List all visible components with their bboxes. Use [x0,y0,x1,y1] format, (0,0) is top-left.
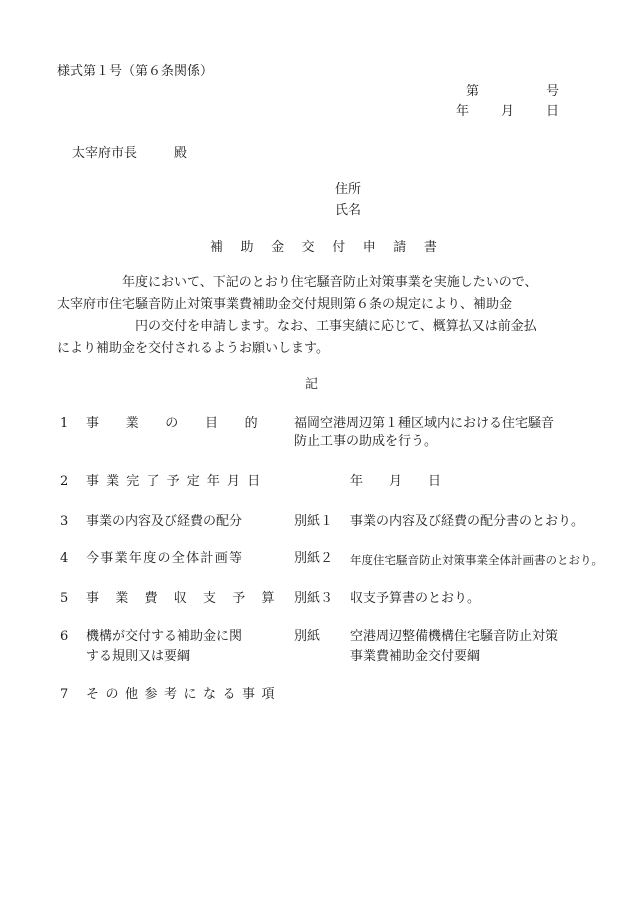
item-label: 今事業年度の全体計画等 [86,551,244,566]
body-line: 円の交付を申請します。なお、工事実績に応じて、概算払又は前金払 [57,319,537,334]
item-number: 4 [60,551,69,566]
item-content: 事業費補助金交付要綱 [350,649,481,664]
applicant-address-label: 住所 [335,182,362,197]
date-year: 年 [456,104,470,119]
applicant-name-label: 氏名 [335,203,362,218]
date-day: 日 [546,104,560,119]
ki-heading: 記 [305,377,319,392]
date-month: 月 [501,104,515,119]
addressee-honorific: 殿 [174,146,188,161]
item-number: 6 [60,629,69,644]
body-line: により補助金を交付されるようお願いします。 [57,341,329,356]
item-label: 事業完了予定年月日 [86,474,268,489]
item-number: 3 [60,514,69,529]
item-label: 機構が交付する補助金に関 [86,629,243,644]
item-content: 事業の内容及び経費の配分書のとおり。 [350,514,585,529]
body-line: 年度において、下記のとおり住宅騒音防止対策事業を実施したいので、 [57,275,538,290]
item-ref: 別紙２ [294,551,334,566]
item-number: 7 [60,687,69,702]
item-label: その他参考になる事項 [86,687,282,702]
item-ref: 別紙１ [294,514,334,529]
item-content: 収支予算書のとおり。 [350,591,481,606]
item-number: 2 [60,474,69,489]
item-label: 事業の目的 [86,416,285,431]
item-label: 事業の内容及び経費の配分 [86,514,243,529]
page-title: 補助金交付申請書 [210,240,455,255]
item-number: 1 [60,416,69,431]
item-content: 年 月 日 [350,474,442,489]
item-label: 事業費収支予算 [86,591,291,606]
item-content: 年度住宅騒音防止対策事業全体計画書のとおり。 [350,553,603,567]
doc-number-dai: 第 [466,84,480,99]
body-line: 太宰府市住宅騒音防止対策事業費補助金交付規則第６条の規定により、補助金 [57,297,513,312]
item-number: 5 [60,591,69,606]
addressee-name: 太宰府市長 [72,146,138,161]
item-content: 空港周辺整備機構住宅騒音防止対策 [350,629,559,644]
item-label: する規則又は要綱 [86,649,191,664]
item-ref: 別紙３ [294,591,334,606]
form-label: 様式第１号（第６条関係） [57,64,214,79]
item-content: 防止工事の助成を行う。 [294,434,438,449]
doc-number-gou: 号 [546,84,560,99]
item-content: 福岡空港周辺第１種区域内における住宅騒音 [294,416,555,431]
item-ref: 別紙 [294,629,321,644]
